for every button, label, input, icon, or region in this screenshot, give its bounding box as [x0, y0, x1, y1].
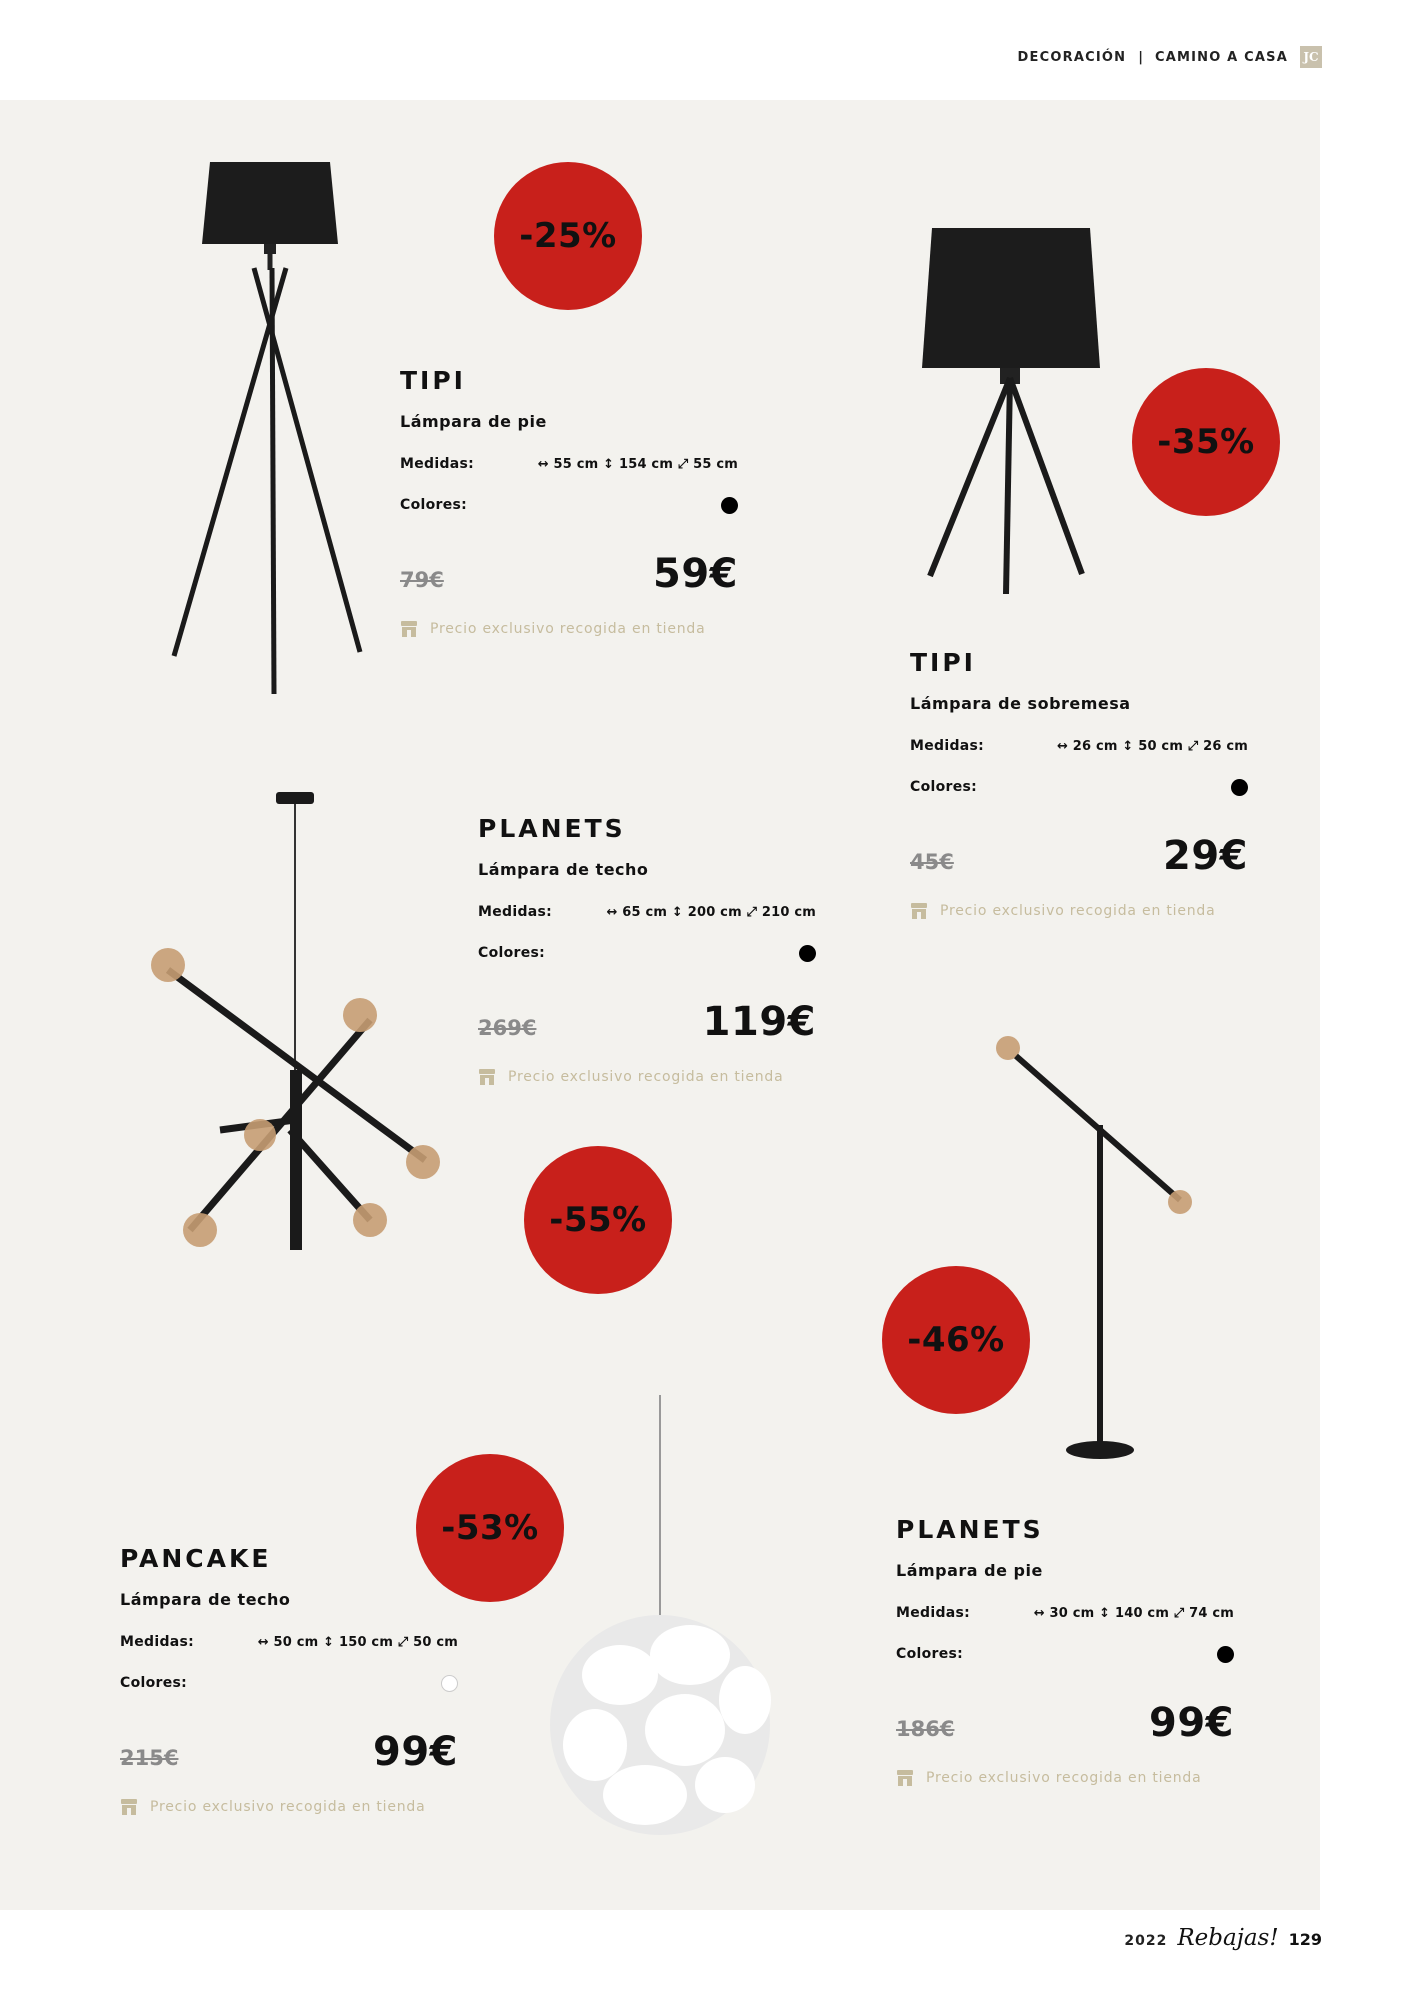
product-card[interactable]	[910, 648, 1248, 921]
product-card[interactable]	[400, 366, 738, 639]
store-icon	[910, 903, 928, 919]
product-type: Lámpara de techo	[478, 860, 649, 879]
pickup-note: Precio exclusivo recogida en tienda	[150, 1799, 426, 1815]
tipi-floor-lamp-image	[160, 160, 380, 700]
store-icon	[478, 1069, 496, 1085]
product-name: PLANETS	[896, 1515, 1044, 1544]
pickup-note: Precio exclusivo recogida en tienda	[926, 1770, 1202, 1786]
header-separator: |	[1138, 49, 1143, 65]
discount-badge: -25%	[494, 162, 642, 310]
new-price: 29€	[1163, 833, 1248, 879]
planets-floor-lamp-image	[990, 1030, 1210, 1460]
measures-value: ↔ 26 cm ↕ 50 cm ⤢ 26 cm	[1056, 738, 1248, 754]
measures-label: Medidas:	[478, 904, 553, 920]
brand-logo: JC	[1300, 46, 1322, 68]
page-header	[1018, 44, 1322, 70]
measures-label: Medidas:	[910, 738, 985, 754]
measures-label: Medidas:	[120, 1634, 195, 1650]
old-price: 215€	[120, 1746, 179, 1770]
footer-year: 2022	[1124, 1933, 1168, 1949]
old-price: 45€	[910, 850, 954, 874]
measures-label: Medidas:	[896, 1605, 971, 1621]
old-price: 269€	[478, 1016, 537, 1040]
discount-badge: -46%	[882, 1266, 1030, 1414]
discount-badge: -53%	[416, 1454, 564, 1602]
measures-label: Medidas:	[400, 456, 475, 472]
product-type: Lámpara de techo	[120, 1590, 291, 1609]
color-swatch[interactable]	[1217, 1646, 1234, 1663]
color-swatch[interactable]	[721, 497, 738, 514]
colors-label: Colores:	[478, 945, 546, 961]
store-icon	[896, 1770, 914, 1786]
new-price: 119€	[702, 999, 816, 1045]
product-type: Lámpara de pie	[400, 412, 547, 431]
product-name: PANCAKE	[120, 1544, 272, 1573]
footer-title: Rebajas!	[1177, 1925, 1279, 1951]
colors-label: Colores:	[400, 497, 468, 513]
color-swatch[interactable]	[1231, 779, 1248, 796]
color-swatch[interactable]	[799, 945, 816, 962]
tipi-table-lamp-image	[910, 228, 1110, 598]
discount-badge: -35%	[1132, 368, 1280, 516]
product-card[interactable]	[478, 814, 816, 1087]
pickup-note: Precio exclusivo recogida en tienda	[940, 903, 1216, 919]
measures-value: ↔ 65 cm ↕ 200 cm ⤢ 210 cm	[606, 904, 816, 920]
store-icon	[120, 1799, 138, 1815]
old-price: 186€	[896, 1717, 955, 1741]
measures-value: ↔ 55 cm ↕ 154 cm ⤢ 55 cm	[537, 456, 738, 472]
store-icon	[400, 621, 418, 637]
pickup-note: Precio exclusivo recogida en tienda	[508, 1069, 784, 1085]
old-price: 79€	[400, 568, 444, 592]
planets-ceiling-lamp-image	[140, 790, 460, 1250]
page-number: 129	[1288, 1930, 1322, 1949]
new-price: 59€	[653, 551, 738, 597]
page-footer	[1124, 1925, 1322, 1951]
measures-value: ↔ 30 cm ↕ 140 cm ⤢ 74 cm	[1033, 1605, 1234, 1621]
product-card[interactable]	[120, 1544, 458, 1817]
product-name: TIPI	[400, 366, 466, 395]
product-name: TIPI	[910, 648, 976, 677]
color-swatch[interactable]	[441, 1675, 458, 1692]
colors-label: Colores:	[910, 779, 978, 795]
pancake-pendant-lamp-image	[540, 1395, 780, 1845]
product-type: Lámpara de sobremesa	[910, 694, 1131, 713]
new-price: 99€	[373, 1729, 458, 1775]
product-type: Lámpara de pie	[896, 1561, 1043, 1580]
new-price: 99€	[1149, 1700, 1234, 1746]
colors-label: Colores:	[120, 1675, 188, 1691]
discount-badge: -55%	[524, 1146, 672, 1294]
pickup-note: Precio exclusivo recogida en tienda	[430, 621, 706, 637]
product-name: PLANETS	[478, 814, 626, 843]
product-card[interactable]	[896, 1515, 1234, 1788]
subsection-title: CAMINO A CASA	[1154, 49, 1288, 65]
measures-value: ↔ 50 cm ↕ 150 cm ⤢ 50 cm	[257, 1634, 458, 1650]
section-title: DECORACIÓN	[1017, 49, 1127, 65]
colors-label: Colores:	[896, 1646, 964, 1662]
